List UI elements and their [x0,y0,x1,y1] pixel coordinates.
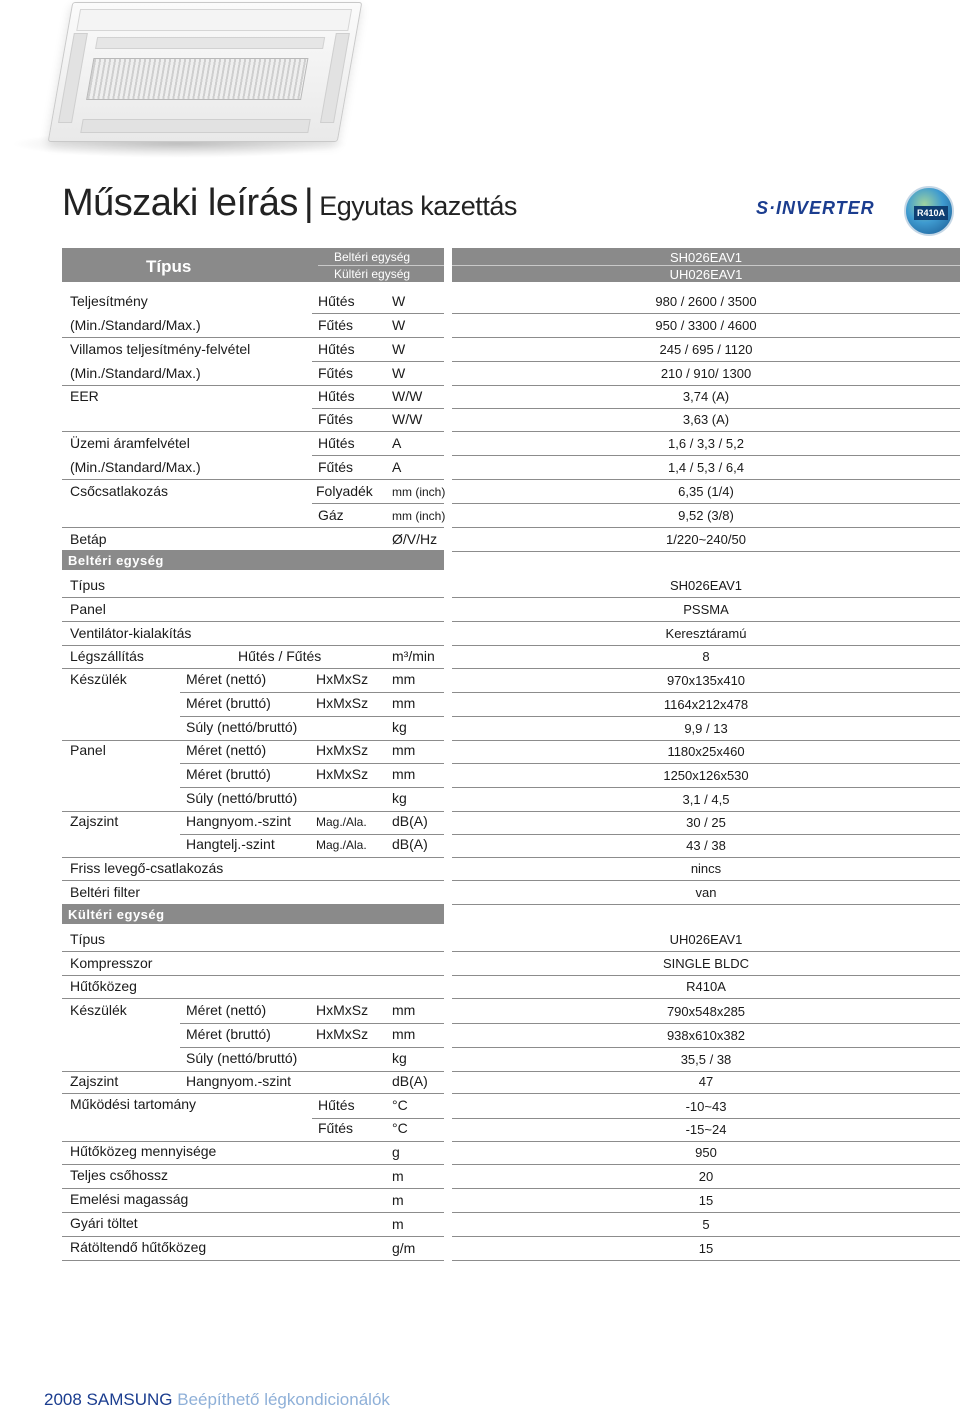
spec-unit: mm [392,1026,416,1042]
row-divider [62,811,444,812]
spec-unit: dB(A) [392,1073,428,1089]
row-divider [62,880,444,881]
spec-value: 950 [695,1145,717,1160]
spec-label: Panel [70,742,106,758]
spec-unit: W [392,317,406,333]
row-divider [62,1071,444,1072]
footer-brand: 2008 SAMSUNG [44,1390,173,1409]
row-divider [312,455,444,456]
spec-value: 15 [698,1241,714,1256]
spec-dimension: HxMxSz [316,671,369,687]
row-divider [452,408,960,409]
spec-label: Készülék [70,1002,127,1018]
spec-label: Gyári töltet [70,1215,138,1231]
spec-unit: m [392,1168,404,1184]
spec-item: Hangnyom.-szint [186,1073,292,1089]
spec-value: Keresztáramú [665,626,747,641]
spec-item: Súly (nettó/bruttó) [186,790,298,806]
spec-label: Hűtőközeg mennyisége [70,1143,217,1159]
spec-unit: A [392,435,402,451]
spec-unit: W/W [392,388,423,404]
row-divider [62,597,444,598]
spec-item: Méret (bruttó) [186,1026,271,1042]
row-divider [452,857,960,858]
spec-unit: mm [392,695,416,711]
spec-unit: kg [392,719,407,735]
row-divider [62,527,444,528]
section-title-outdoor: Kültéri egység [68,907,165,922]
spec-label: Működési tartomány [70,1096,197,1112]
inverter-logo: S·INVERTER [756,198,875,218]
row-divider [452,1236,960,1237]
spec-value: 1180x25x460 [667,744,745,759]
header-typus: Típus [146,257,192,276]
spec-mode: Hűtés [318,388,355,404]
spec-label: Panel [70,601,106,617]
row-divider [452,975,960,976]
row-divider [452,1164,960,1165]
spec-unit: mm [392,766,416,782]
spec-item: Méret (nettó) [186,1002,267,1018]
spec-value: R410A [686,979,726,994]
row-divider [62,1212,444,1213]
spec-mode: Gáz [318,507,344,523]
spec-mode: Fűtés [318,459,354,475]
spec-value: nincs [690,861,722,876]
spec-label: (Min./Standard/Max.) [70,365,201,381]
row-divider [62,385,444,386]
spec-value: 3,63 (A) [682,412,730,427]
row-divider [452,551,960,552]
row-divider [452,998,960,999]
spec-unit: mm [392,671,416,687]
spec-value: UH026EAV1 [669,932,743,947]
spec-unit: W [392,341,406,357]
spec-value: 1250x126x530 [663,768,749,783]
row-divider [62,645,444,646]
spec-label: Típus [70,577,106,593]
row-divider [452,1023,960,1024]
row-divider [180,716,444,717]
row-divider [452,503,960,504]
spec-unit: dB(A) [392,813,428,829]
spec-value: 5 [702,1217,710,1232]
spec-unit: mm (inch) [392,485,446,499]
spec-mode: Hűtés [318,341,355,357]
r410a-badge-label: R410A [914,206,948,220]
row-divider [312,408,444,409]
row-divider [452,904,960,905]
row-divider [312,361,444,362]
spec-value: van [695,885,717,900]
unit-air-grille [86,58,308,100]
spec-value: 9,9 / 13 [684,721,728,736]
row-divider [62,1141,444,1142]
spec-dimension: HxMxSz [316,1026,369,1042]
page-title-main: Műszaki leírás [62,182,298,224]
spec-item: Méret (nettó) [186,742,267,758]
spec-label: Emelési magasság [70,1191,189,1207]
row-divider [452,431,960,432]
spec-unit: kg [392,1050,407,1066]
spec-label: Légszállítás [70,648,144,664]
row-divider [62,998,444,999]
spec-unit: W [392,293,406,309]
spec-value: PSSMA [683,602,729,617]
spec-item: Méret (nettó) [186,671,267,687]
spec-mode: Folyadék [316,483,373,499]
spec-value: -10~43 [685,1099,727,1114]
row-divider [62,1260,444,1261]
spec-item: Hangtelj.-szint [186,836,275,852]
spec-dimension: HxMxSz [316,695,369,711]
row-divider [62,1236,444,1237]
header-outdoor-model: UH026EAV1 [669,267,743,282]
spec-unit: m [392,1192,404,1208]
row-divider [180,834,444,835]
page-title [62,182,517,225]
row-divider [452,385,960,386]
spec-value: SH026EAV1 [669,578,743,593]
spec-unit: g [392,1144,400,1160]
spec-value: 20 [698,1169,714,1184]
spec-unit: mm [392,1002,416,1018]
spec-unit: °C [392,1120,408,1136]
spec-value: 6,35 (1/4) [678,484,734,499]
spec-value: 1,4 / 5,3 / 6,4 [668,460,744,475]
unit-flap [58,33,88,123]
spec-label: Villamos teljesítmény-felvétel [70,341,251,357]
row-divider [452,621,960,622]
spec-label: Beltéri filter [70,884,141,900]
row-divider [312,1118,444,1119]
spec-label: Rátöltendő hűtőközeg [70,1239,207,1255]
spec-value: 35,5 / 38 [680,1052,732,1067]
spec-label: Készülék [70,671,127,687]
row-divider [452,1047,960,1048]
title-separator: | [303,182,314,224]
spec-unit: mm [392,742,416,758]
row-divider [180,1047,444,1048]
spec-label: Zajszint [70,813,119,829]
row-divider [312,313,444,314]
row-divider [452,645,960,646]
spec-dimension: Mag./Ala. [316,815,367,829]
spec-unit: mm (inch) [392,509,446,523]
spec-value: 43 / 38 [686,838,726,853]
row-divider [452,1071,960,1072]
row-divider [452,811,960,812]
row-divider [452,692,960,693]
spec-mode: Hűtés [318,1097,355,1113]
row-divider [452,1141,960,1142]
spec-mode: Fűtés [318,365,354,381]
spec-value: 950 / 3300 / 4600 [655,318,757,333]
cassette-unit [48,2,363,142]
spec-unit: m³/min [392,648,435,664]
footer [44,1390,390,1410]
spec-label: Ventilátor-kialakítás [70,625,192,641]
spec-label: Csőcsatlakozás [70,483,169,499]
row-divider [452,597,960,598]
spec-value: 8 [702,649,710,664]
spec-value: 3,74 (A) [682,389,730,404]
unit-flap [80,119,310,133]
spec-dimension: HxMxSz [316,1002,369,1018]
spec-mode: Fűtés [318,411,354,427]
row-divider [452,740,960,741]
spec-unit: Ø/V/Hz [392,531,438,547]
row-divider [452,763,960,764]
row-divider [452,787,960,788]
unit-flap [320,33,350,123]
spec-value: 210 / 910/ 1300 [660,366,752,381]
spec-unit: A [392,459,402,475]
unit-display-panel [76,9,352,31]
spec-value: 980 / 2600 / 3500 [655,294,757,309]
spec-label: Típus [70,931,106,947]
spec-label: Hűtőközeg [70,978,137,994]
spec-mode: Hűtés / Fűtés [238,648,322,664]
row-divider [452,455,960,456]
row-divider [62,1164,444,1165]
row-divider [452,479,960,480]
row-divider [62,740,444,741]
row-divider [452,337,960,338]
row-divider [62,337,444,338]
row-divider [180,787,444,788]
spec-value: 1/220~240/50 [666,532,746,547]
spec-item: Méret (bruttó) [186,766,271,782]
spec-value: 47 [698,1074,714,1089]
r410a-badge [904,186,954,236]
row-divider [180,1023,444,1024]
footer-catalog-title: Beépíthető légkondicionálók [177,1390,390,1409]
spec-label: EER [70,388,99,404]
header-indoor-label: Beltéri egység [334,250,411,264]
spec-unit: m [392,1216,404,1232]
product-image [0,0,360,160]
row-divider [62,975,444,976]
row-divider [62,479,444,480]
row-divider [62,431,444,432]
page-subtitle: Egyutas kazettás [319,191,517,221]
row-divider [452,1118,960,1119]
row-divider [62,668,444,669]
row-divider [452,527,960,528]
row-divider [180,692,444,693]
spec-label: Zajszint [70,1073,119,1089]
spec-label: Teljes csőhossz [70,1167,169,1183]
row-divider [62,951,444,952]
spec-unit: g/m [392,1240,416,1256]
row-divider [180,763,444,764]
header-outdoor-label: Kültéri egység [334,267,411,281]
row-divider [62,857,444,858]
spec-dimension: HxMxSz [316,766,369,782]
spec-label: (Min./Standard/Max.) [70,317,201,333]
spec-label: (Min./Standard/Max.) [70,459,201,475]
row-divider [452,834,960,835]
spec-value: 15 [698,1193,714,1208]
section-title-indoor: Beltéri egység [68,553,164,568]
spec-unit: W/W [392,411,423,427]
spec-value: 9,52 (3/8) [678,508,734,523]
spec-value: 3,1 / 4,5 [682,792,730,807]
spec-mode: Hűtés [318,293,355,309]
row-divider [452,1260,960,1261]
row-divider [312,503,444,504]
spec-dimension: Mag./Ala. [316,838,367,852]
spec-dimension: HxMxSz [316,742,369,758]
row-divider [452,313,960,314]
unit-flap [95,37,325,49]
header-divider [318,265,444,266]
spec-label: Kompresszor [70,955,153,971]
spec-mode: Fűtés [318,1120,354,1136]
row-divider [452,880,960,881]
spec-unit: °C [392,1097,408,1113]
row-divider [452,361,960,362]
header-divider [452,265,960,266]
row-divider [452,1188,960,1189]
spec-label: Friss levegő-csatlakozás [70,860,224,876]
spec-unit: kg [392,790,407,806]
spec-value: SINGLE BLDC [663,956,749,971]
spec-item: Hangnyom.-szint [186,813,292,829]
row-divider [452,1212,960,1213]
spec-label: Betáp [70,531,107,547]
spec-value: 1,6 / 3,3 / 5,2 [668,436,744,451]
spec-label: Teljesítmény [70,293,148,309]
spec-value: 245 / 695 / 1120 [659,342,753,357]
row-divider [452,668,960,669]
spec-value: 1164x212x478 [663,697,749,712]
row-divider [452,716,960,717]
spec-value: 970x135x410 [666,673,746,688]
spec-label: Üzemi áramfelvétel [70,435,190,451]
row-divider [62,1188,444,1189]
spec-value: 938x610x382 [666,1028,746,1043]
row-divider [62,1093,444,1094]
spec-mode: Hűtés [318,435,355,451]
spec-value: 790x548x285 [666,1004,746,1019]
spec-value: 30 / 25 [686,815,726,830]
spec-value: -15~24 [685,1122,727,1137]
spec-unit: W [392,365,406,381]
row-divider [62,621,444,622]
spec-item: Méret (bruttó) [186,695,271,711]
spec-item: Súly (nettó/bruttó) [186,1050,298,1066]
spec-unit: dB(A) [392,836,428,852]
spec-mode: Fűtés [318,317,354,333]
spec-item: Súly (nettó/bruttó) [186,719,298,735]
header-indoor-model: SH026EAV1 [669,250,743,265]
row-divider [452,951,960,952]
row-divider [452,1093,960,1094]
